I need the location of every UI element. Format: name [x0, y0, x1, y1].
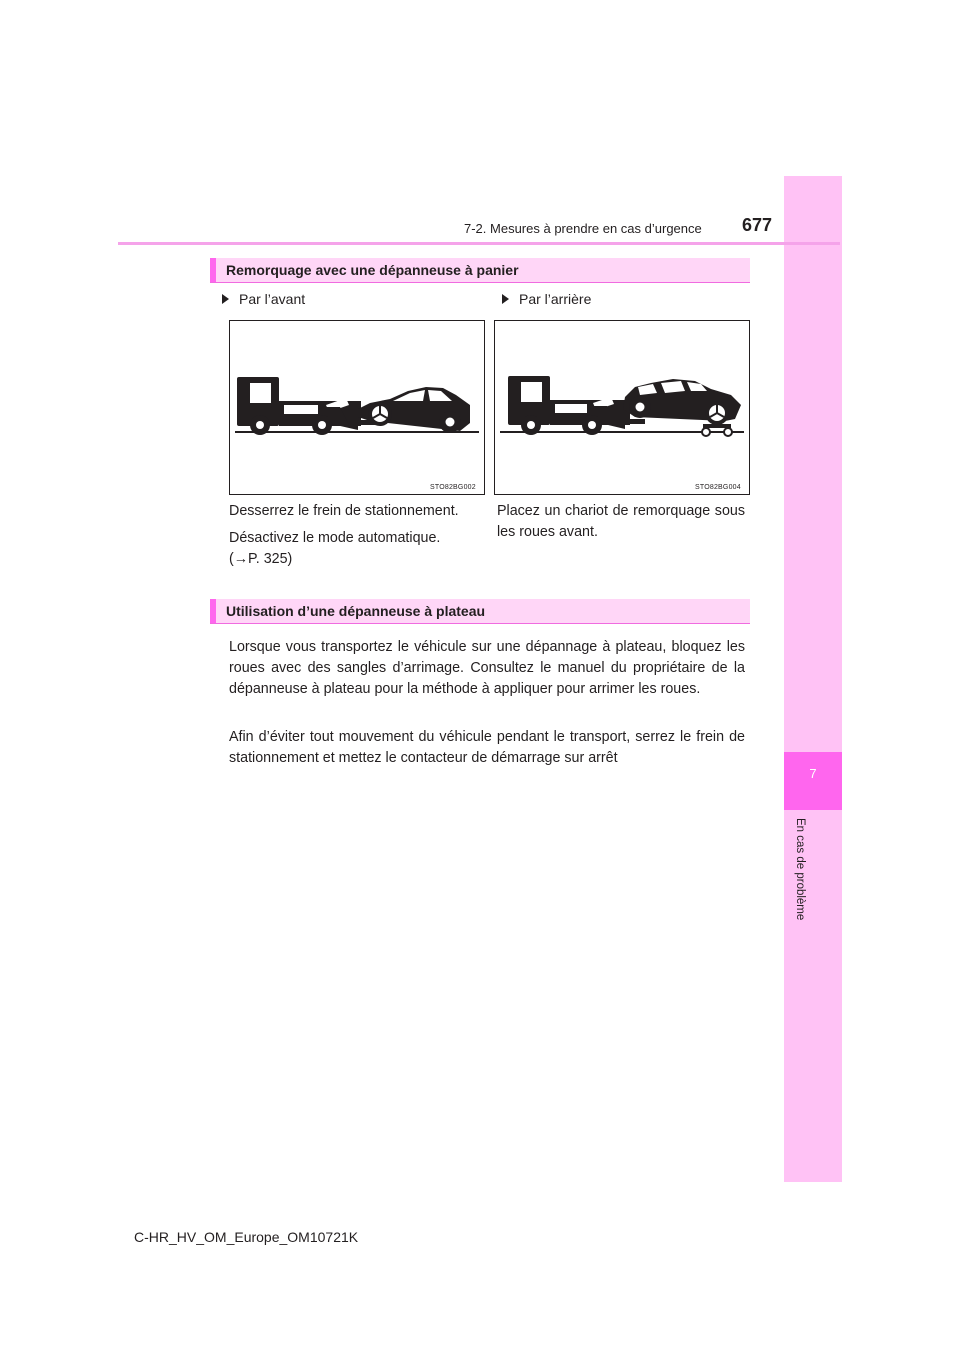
footer-document-code: C-HR_HV_OM_Europe_OM10721K — [134, 1229, 359, 1245]
tow-truck-front-illustration — [230, 321, 484, 494]
figure-code: STO82BG002 — [430, 484, 476, 491]
figure-rear-tow — [494, 320, 750, 495]
flatbed-paragraph-1: Lorsque vous transportez le véhicule sur une dépannage à plateau, bloquez les roues avec des sangles d’arrimage. Consultez le manuel du propriétaire de la dépanneuse à plateau pour la méthode à appliquer pour arrimer les roues. — [229, 639, 745, 697]
flatbed-paragraph-2: Afin d’éviter tout mouvement du véhicule pendant le transport, serrez le frein de stationnement et mettez le contacteur de démarrage sur arrêt — [229, 729, 745, 766]
subheading-rear: Par l’arrière — [502, 291, 591, 307]
page-number: 677 — [742, 215, 773, 235]
figure-front-tow — [229, 320, 485, 495]
section-marker — [210, 258, 216, 282]
chapter-tab — [784, 752, 842, 810]
section-title: Utilisation d’une dépanneuse à plateau — [226, 603, 486, 619]
chapter-title: En cas de problème — [794, 818, 806, 921]
subheading-front: Par l’avant — [222, 291, 305, 307]
triangle-bullet-icon — [502, 294, 509, 304]
header-section-title: 7-2. Mesures à prendre en cas d’urgence — [464, 221, 702, 236]
chapter-number: 7 — [809, 766, 817, 781]
side-tab — [784, 176, 842, 1182]
tow-truck-rear-illustration — [495, 321, 749, 494]
front-tow-paragraph-2: Désactivez le mode automatique. — [229, 530, 441, 546]
header-rule — [118, 242, 840, 245]
front-tow-page-reference: (→P. 325) — [229, 551, 293, 567]
rear-tow-paragraph: Placez un chariot de remorquage sous les roues avant. — [497, 503, 745, 540]
section-marker — [210, 599, 216, 623]
figure-code: STO82BG004 — [695, 484, 741, 491]
section-heading-basket-tow — [210, 258, 750, 283]
triangle-bullet-icon — [222, 294, 229, 304]
section-title: Remorquage avec une dépanneuse à panier — [226, 262, 519, 278]
section-heading-flatbed — [210, 599, 750, 624]
front-tow-paragraph-1: Desserrez le frein de stationnement. — [229, 503, 459, 519]
